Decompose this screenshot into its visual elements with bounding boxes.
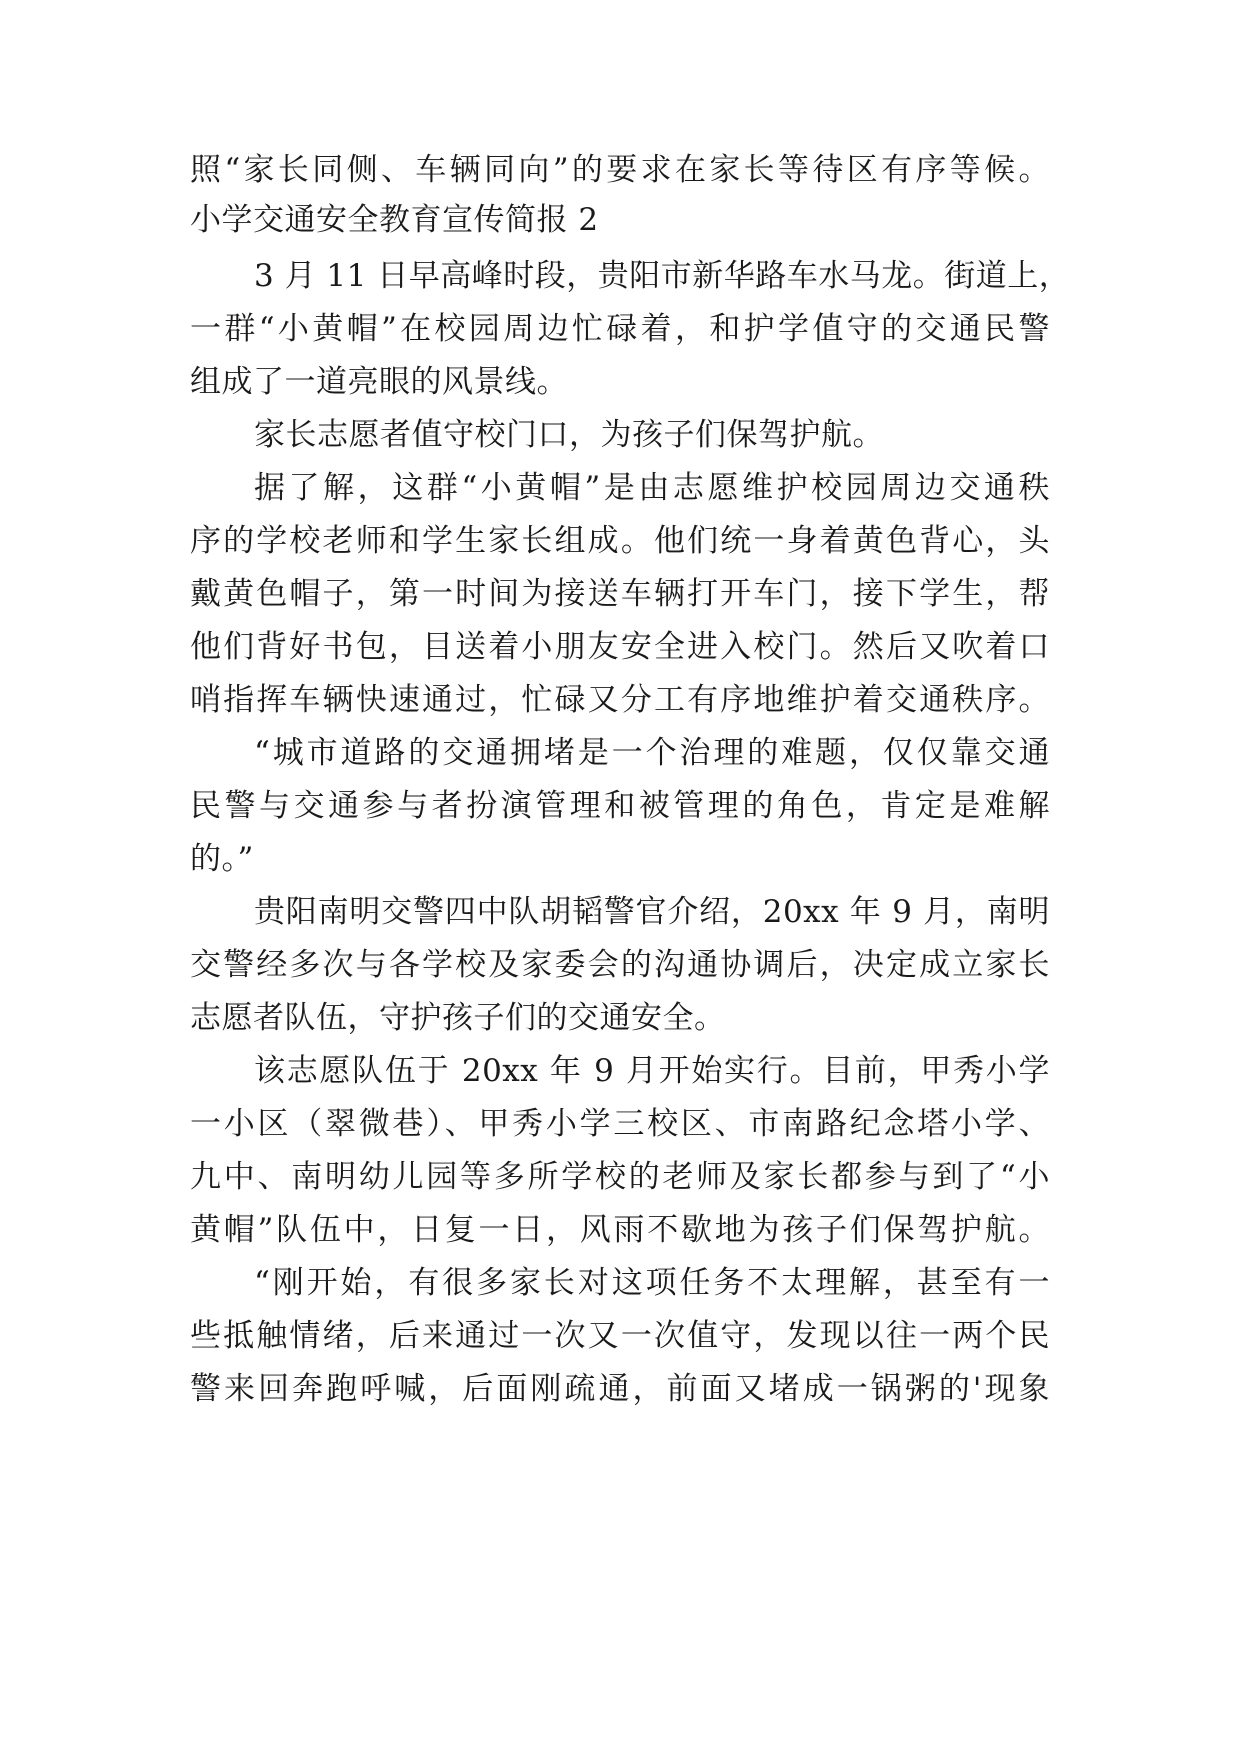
text-line: 交警经多次与各学校及家委会的沟通协调后，决定成立家长 [190,947,1050,983]
text-line: 哨指挥车辆快速通过，忙碌又分工有序地维护着交通秩序。 [190,682,1050,718]
text-line: 一群“小黄帽”在校园周边忙碌着，和护学值守的交通民警 [190,311,1050,347]
text-line: 警来回奔跑呼喊，后面刚疏通，前面又堵成一锅粥的'现象 [190,1371,1050,1407]
text-line: 序的学校老师和学生家长组成。他们统一身着黄色背心，头 [190,523,1050,559]
text-line: “城市道路的交通拥堵是一个治理的难题，仅仅靠交通 [254,735,1050,771]
text-line: 的。” [190,841,254,877]
text-line: 些抵触情绪，后来通过一次又一次值守，发现以往一两个民 [190,1318,1050,1354]
text-line: 一小区（翠微巷）、甲秀小学三校区、市南路纪念塔小学、 [190,1106,1050,1142]
text-line: 九中、南明幼儿园等多所学校的老师及家长都参与到了“小 [190,1159,1050,1195]
text-line: 他们背好书包，目送着小朋友安全进入校门。然后又吹着口 [190,629,1050,665]
text-line: 黄帽”队伍中，日复一日，风雨不歇地为孩子们保驾护航。 [190,1212,1050,1248]
text-line: 志愿者队伍，守护孩子们的交通安全。 [190,1000,726,1036]
text-line: 该志愿队伍于 20xx 年 9 月开始实行。目前，甲秀小学 [254,1053,1050,1089]
text-line: 照“家长同侧、车辆同向”的要求在家长等待区有序等候。 [190,152,1050,188]
text-line: 据了解，这群“小黄帽”是由志愿维护校园周边交通秩 [254,470,1050,506]
section-title: 小学交通安全教育宣传简报 2 [190,202,599,238]
text-line: “刚开始，有很多家长对这项任务不太理解，甚至有一 [254,1265,1050,1301]
text-line: 民警与交通参与者扮演管理和被管理的角色，肯定是难解 [190,788,1050,824]
text-line: 戴黄色帽子，第一时间为接送车辆打开车门，接下学生，帮 [190,576,1050,612]
text-line: 贵阳南明交警四中队胡韬警官介绍，20xx 年 9 月，南明 [254,894,1050,930]
text-line: 家长志愿者值守校门口，为孩子们保驾护航。 [254,417,884,453]
text-line: 组成了一道亮眼的风景线。 [190,364,568,400]
text-line: 3 月 11 日早高峰时段，贵阳市新华路车水马龙。街道上， [254,258,1071,294]
